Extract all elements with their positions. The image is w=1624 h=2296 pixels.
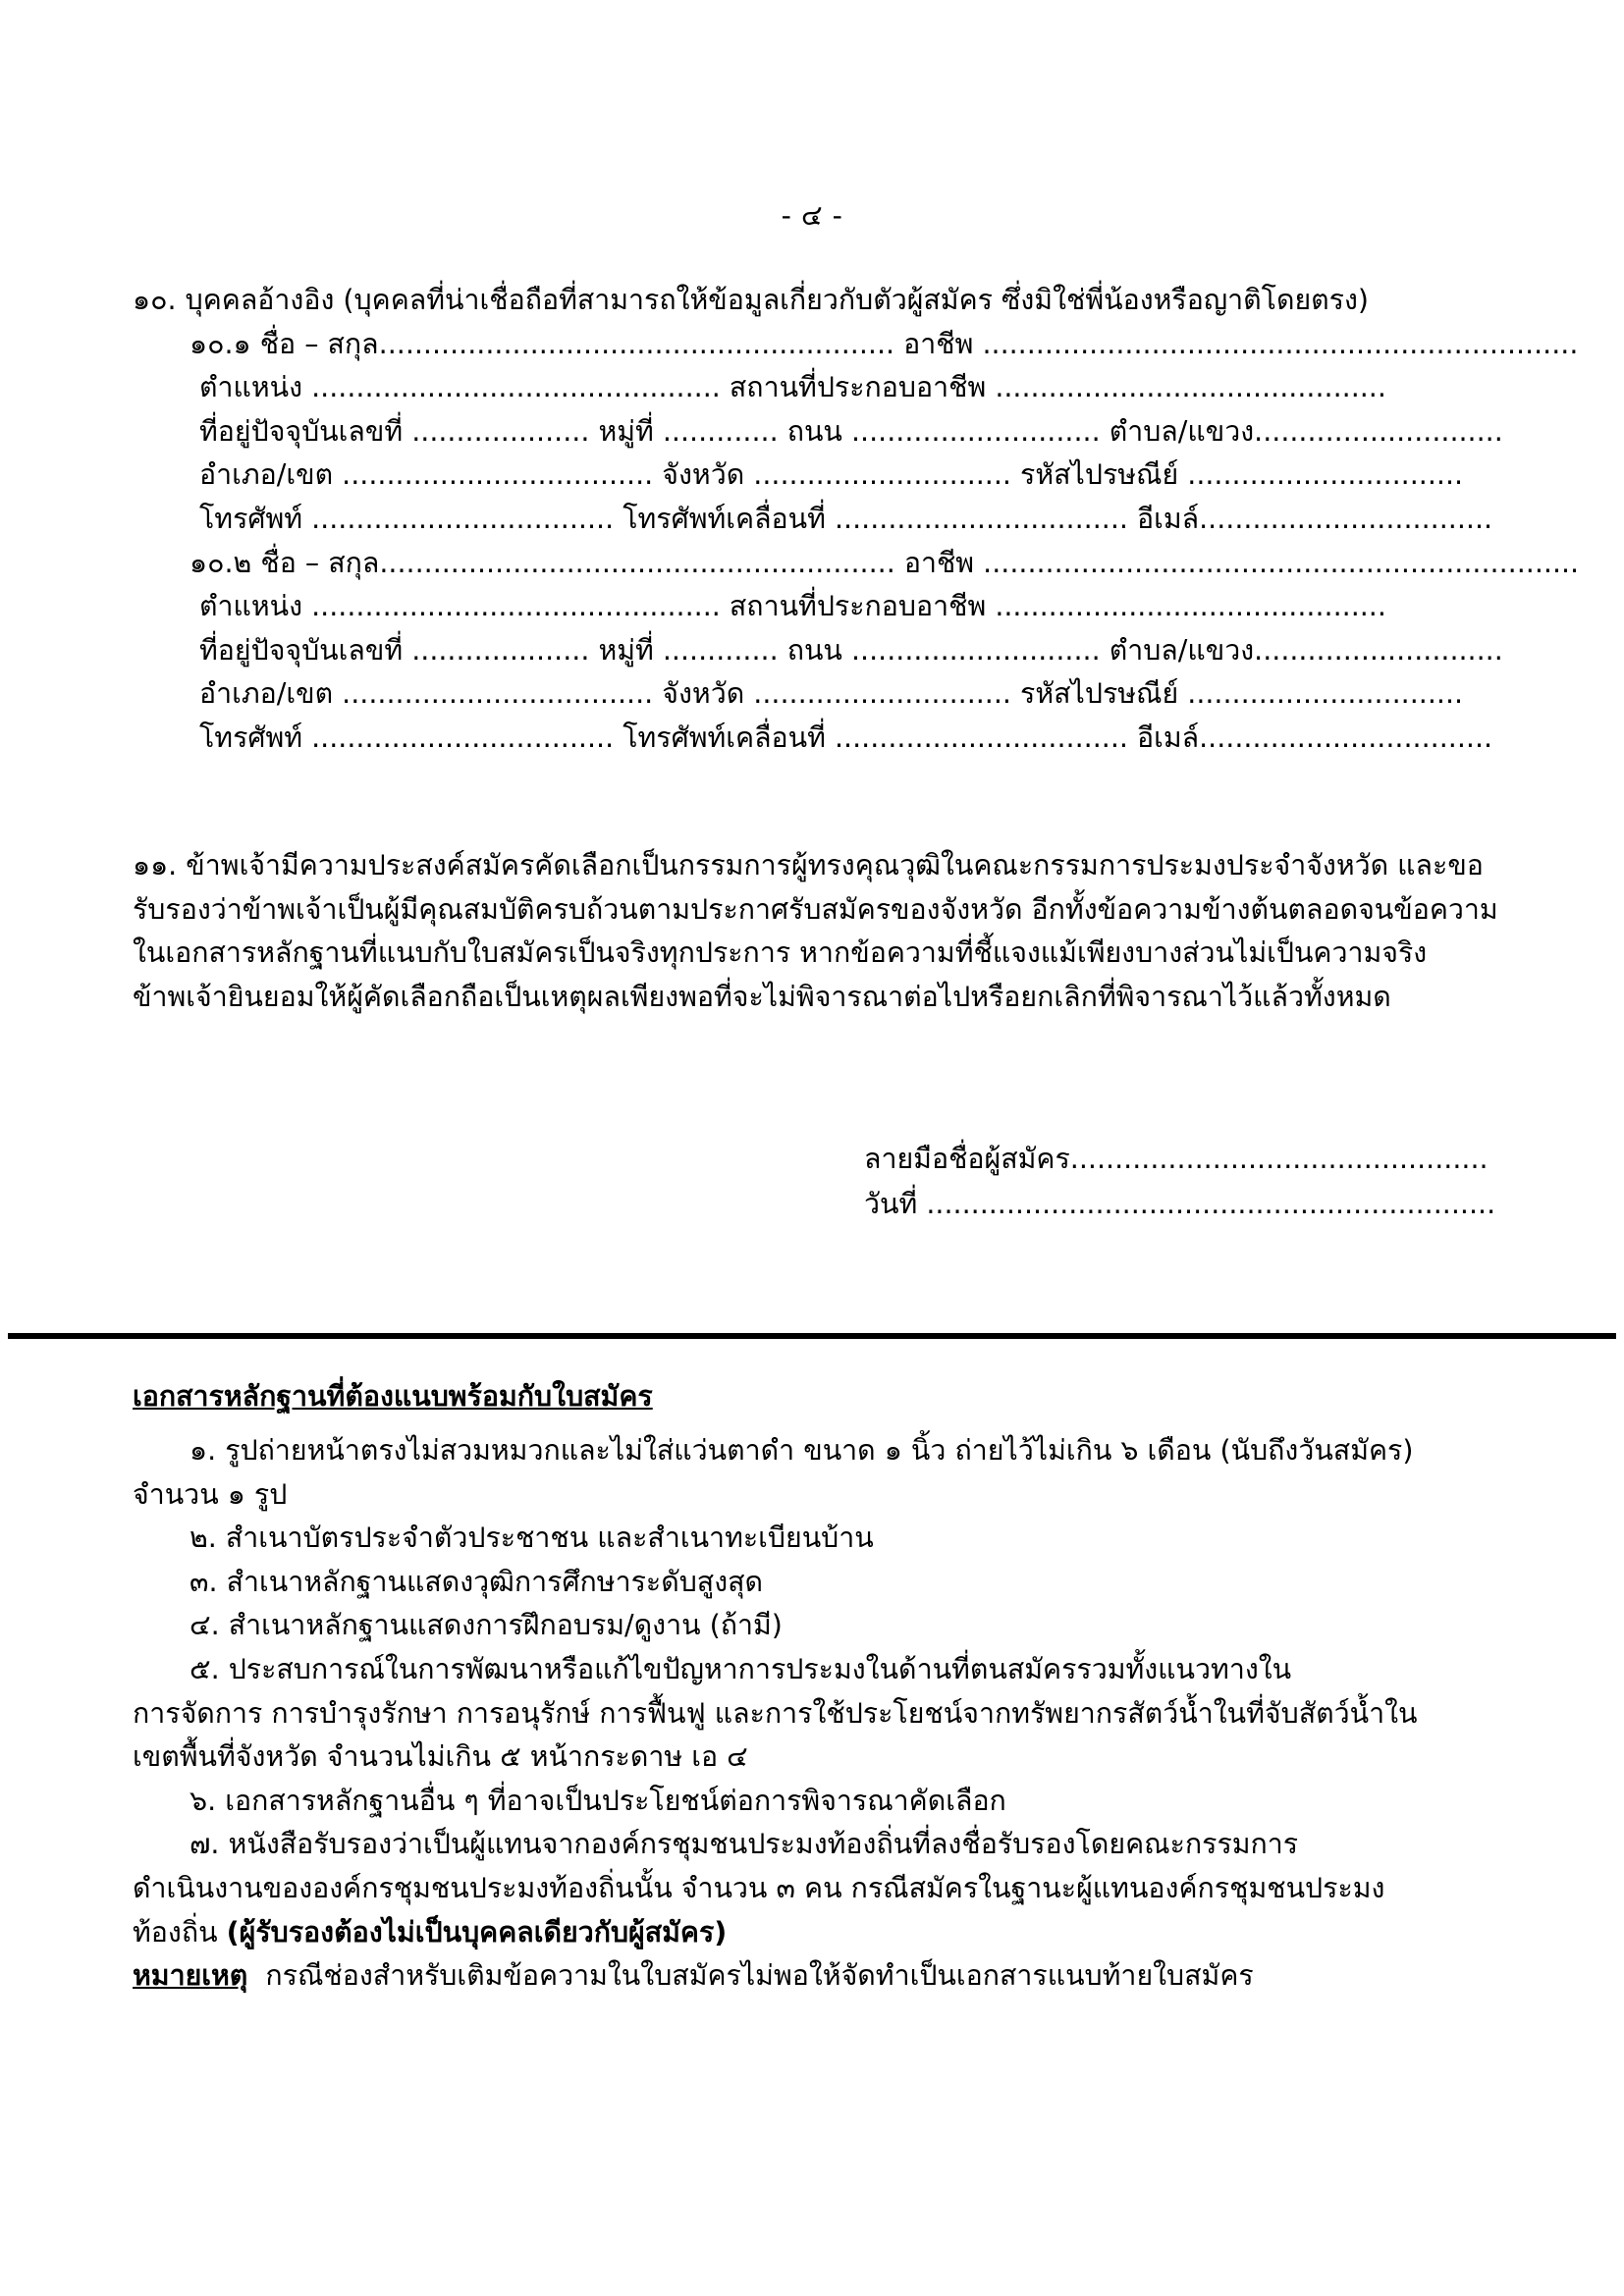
signature-date-field[interactable]: วันที่ ................................................................ [864, 1188, 1496, 1220]
attachment-7-line-1: ๗. หนังสือรับรองว่าเป็นผู้แทนจากองค์กรชุมชนประมงท้องถิ่นที่ลงชื่อรับรองโดยคณะกรรมการ [189, 1828, 1299, 1861]
ref2-position-workplace-line: ตำแหน่ง .............................................. สถานที่ประกอบอาชีพ ............................................ [199, 590, 1386, 623]
attachment-2-line-1: ๒. สำเนาบัตรประจำตัวประชาชน และสำเนาทะเบียนบ้าน [189, 1522, 874, 1555]
ref1-position-workplace-line: ตำแหน่ง .............................................. สถานที่ประกอบอาชีพ ............................................ [199, 371, 1386, 404]
attachments-section [0, 1368, 1624, 1999]
attachment-item [133, 1429, 1506, 1517]
attachment-3-line-1: ๓. สำเนาหลักฐานแสดงวุฒิการศึกษาระดับสูงสุด [189, 1565, 764, 1598]
attachment-item [133, 1604, 1506, 1648]
ref1-address-line: ที่อยู่ปัจจุบันเลขที่ .................... หมู่ที่ ............. ถนน ............................ ตำบล/แขวง............................ [199, 414, 1503, 448]
attachment-item [133, 1648, 1506, 1780]
note-line [133, 1954, 1506, 1999]
attachment-7-line-3-prefix: ท้องถิ่น [133, 1915, 227, 1949]
declaration-line-2: รับรองว่าข้าพเจ้าเป็นผู้มีคุณสมบัติครบถ้วนตามประกาศรับสมัครของจังหวัด อีกทั้งข้อความข้างต้นตลอดจนข้อความ [133, 892, 1498, 926]
attachment-5-line-1: ๕. ประสบการณ์ในการพัฒนาหรือแก้ไขปัญหาการประมงในด้านที่ตนสมัครรวมทั้งแนวทางใน [189, 1652, 1292, 1685]
reference-person-1 [133, 323, 1579, 542]
attachment-5-line-3: เขตพื้นที่จังหวัด จำนวนไม่เกิน ๕ หน้ากระดาษ เอ ๔ [133, 1740, 748, 1774]
declaration-line-3: ในเอกสารหลักฐานที่แนบกับใบสมัครเป็นจริงทุกประการ หากข้อความที่ชี้แจงแม้เพียงบางส่วนไม่เป็นความจริง [133, 936, 1428, 970]
section-11-declaration [0, 844, 1624, 1019]
attachment-7-certifier-clause: (ผู้รับรองต้องไม่เป็นบุคคลเดียวกับผู้สมัคร) [226, 1915, 728, 1949]
attachment-6-line-1: ๖. เอกสารหลักฐานอื่น ๆ ที่อาจเป็นประโยชน์ต่อการพิจารณาคัดเลือก [189, 1784, 1006, 1817]
note-text: กรณีช่องสำหรับเติมข้อความในใบสมัครไม่พอให้จัดทำเป็นเอกสารแนบท้ายใบสมัคร [247, 1959, 1254, 1993]
ref1-name-occupation-line: ๑๐.๑ ชื่อ – สกุล.......................................................... อาชีพ ................................................................... [189, 327, 1579, 360]
attachment-4-line-1: ๔. สำเนาหลักฐานแสดงการฝึกอบรม/ดูงาน (ถ้ามี) [189, 1609, 783, 1642]
attachment-5-line-2: การจัดการ การบำรุงรักษา การอนุรักษ์ การฟื้นฟู และการใช้ประโยชน์จากทรัพยากรสัตว์น้ำในที่จับสัตว์น้ำใน [133, 1696, 1418, 1730]
attachment-item [133, 1780, 1506, 1824]
ref1-phone-email-line: โทรศัพท์ .................................. โทรศัพท์เคลื่อนที่ ................................. อีเมล์................................. [199, 502, 1493, 535]
ref2-name-occupation-line: ๑๐.๒ ชื่อ – สกุล.......................................................... อาชีพ ................................................................... [189, 546, 1580, 579]
section-10-references [0, 279, 1624, 761]
applicant-signature-field[interactable]: ลายมือชื่อผู้สมัคร............................................... [864, 1143, 1489, 1175]
attachment-item [133, 1823, 1506, 1954]
section-10-heading: ๑๐. บุคคลอ้างอิง (บุคคลที่น่าเชื่อถือที่สามารถให้ข้อมูลเกี่ยวกับตัวผู้สมัคร ซึ่งมิใช่พี่น้องหรือญาติโดยตรง) [133, 284, 1370, 316]
declaration-line-4: ข้าพเจ้ายินยอมให้ผู้คัดเลือกถือเป็นเหตุผลเพียงพอที่จะไม่พิจารณาต่อไปหรือยกเลิกที่พิจารณาไว้แล้วทั้งหมด [133, 980, 1391, 1013]
section-divider [8, 1333, 1616, 1339]
ref1-district-province-line: อำเภอ/เขต ................................... จังหวัด ............................. รหัสไปรษณีย์ ............................... [199, 458, 1464, 492]
attachment-1-line-2: จำนวน ๑ รูป [133, 1477, 288, 1511]
ref2-address-line: ที่อยู่ปัจจุบันเลขที่ .................... หมู่ที่ ............. ถนน ............................ ตำบล/แขวง............................ [199, 633, 1503, 667]
note-label: หมายเหตุ [133, 1959, 248, 1993]
ref2-phone-email-line: โทรศัพท์ .................................. โทรศัพท์เคลื่อนที่ ................................. อีเมล์................................. [199, 721, 1493, 754]
signature-block [864, 1137, 1551, 1227]
attachment-7-line-3 [133, 1911, 1506, 1955]
attachments-heading: เอกสารหลักฐานที่ต้องแนบพร้อมกับใบสมัคร [133, 1380, 653, 1413]
reference-person-2 [133, 542, 1580, 761]
page-number: - ๔ - [781, 199, 843, 232]
declaration-line-1: ๑๑. ข้าพเจ้ามีความประสงค์สมัครคัดเลือกเป็นกรรมการผู้ทรงคุณวุฒิในคณะกรรมการประมงประจำจังหวัด และขอ [133, 849, 1484, 881]
attachment-item [133, 1517, 1506, 1561]
attachment-1-line-1: ๑. รูปถ่ายหน้าตรงไม่สวมหมวกและไม่ใส่แว่นตาดำ ขนาด ๑ นิ้ว ถ่ายไว้ไม่เกิน ๖ เดือน (นับถึงวันสมัคร) [189, 1434, 1414, 1467]
attachment-7-line-2: ดำเนินงานขององค์กรชุมชนประมงท้องถิ่นนั้น จำนวน ๓ คน กรณีสมัครในฐานะผู้แทนองค์กรชุมชนประมง [133, 1871, 1385, 1904]
attachment-item [133, 1561, 1506, 1605]
ref2-district-province-line: อำเภอ/เขต ................................... จังหวัด ............................. รหัสไปรษณีย์ ............................... [199, 677, 1464, 711]
